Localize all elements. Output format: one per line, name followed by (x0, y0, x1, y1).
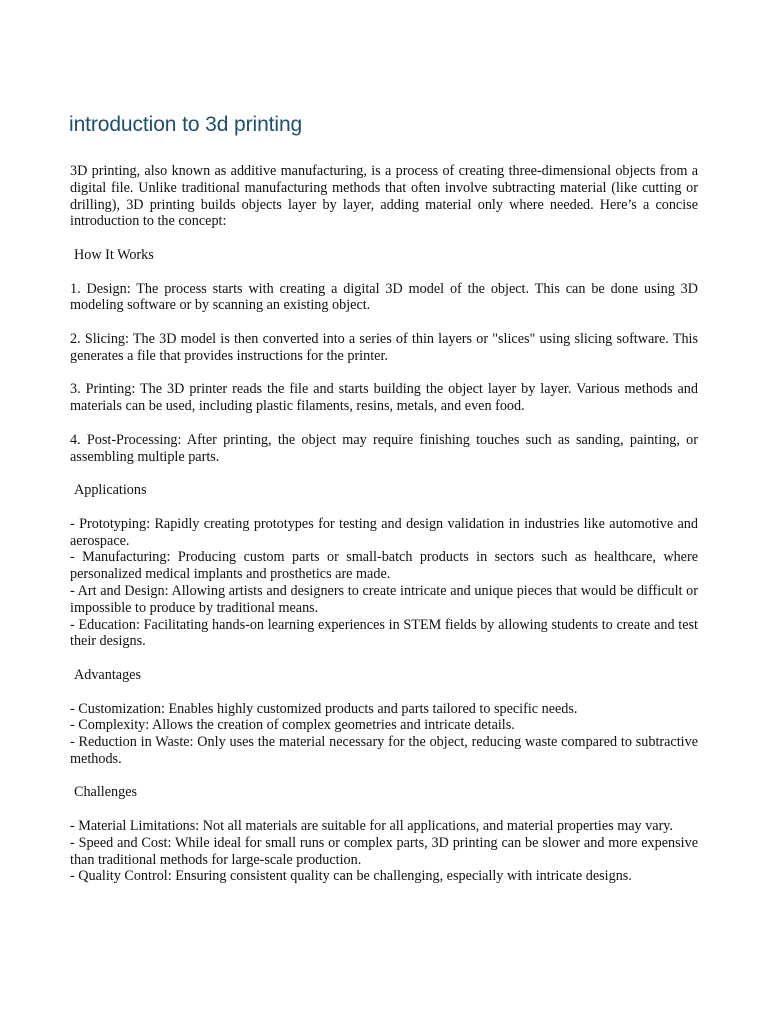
challenge-item: - Speed and Cost: While ideal for small runs or complex parts, 3D printing can be slower and more expensive than traditional methods for large-scale production. (70, 834, 698, 868)
advantage-item: - Customization: Enables highly customized products and parts tailored to specific needs. (70, 700, 578, 717)
section-heading-how-it-works: How It Works (74, 246, 154, 263)
section-heading-applications: Applications (74, 482, 147, 499)
application-item: - Education: Facilitating hands-on learning experiences in STEM fields by allowing students to create and test their designs. (70, 616, 698, 650)
section-heading-challenges: Challenges (74, 784, 138, 801)
application-item: - Prototyping: Rapidly creating prototypes for testing and design validation in industries like automotive and aerospace. (70, 515, 698, 549)
application-item: - Art and Design: Allowing artists and designers to create intricate and unique pieces that would be difficult or impossible to produce by traditional means. (70, 582, 698, 616)
intro-paragraph: 3D printing, also known as additive manufacturing, is a process of creating three-dimensional objects from a digital file. Unlike traditional manufacturing methods that often involve subtracting material (like cutting or drilling), 3D printing builds objects layer by layer, adding material only where needed. Here’s a concise introduction to the concept: (70, 163, 698, 230)
advantage-item: - Complexity: Allows the creation of complex geometries and intricate details. (70, 717, 515, 734)
challenge-item: - Material Limitations: Not all materials are suitable for all applications, and material properties may vary. (70, 818, 674, 835)
step-item: 4. Post-Processing: After printing, the object may require finishing touches such as sanding, painting, or assembling multiple parts. (70, 431, 698, 465)
document-body (70, 163, 698, 885)
advantage-item: - Reduction in Waste: Only uses the material necessary for the object, reducing waste compared to subtractive methods. (70, 734, 698, 767)
page-title: introduction to 3d printing (69, 113, 303, 136)
step-item: 2. Slicing: The 3D model is then converted into a series of thin layers or "slices" using slicing software. This generates a file that provides instructions for the printer. (70, 330, 698, 364)
step-item: 1. Design: The process starts with creating a digital 3D model of the object. This can be done using 3D modeling software or by scanning an existing object. (70, 280, 698, 314)
step-item: 3. Printing: The 3D printer reads the file and starts building the object layer by layer. Various methods and materials can be used, including plastic filaments, resins, metals, and even food. (70, 381, 698, 415)
section-heading-advantages: Advantages (74, 666, 141, 683)
challenge-item: - Quality Control: Ensuring consistent quality can be challenging, especially with intricate designs. (70, 868, 632, 885)
application-item: - Manufacturing: Producing custom parts or small-batch products in sectors such as healthcare, where personalized medical implants and prosthetics are made. (70, 549, 698, 583)
